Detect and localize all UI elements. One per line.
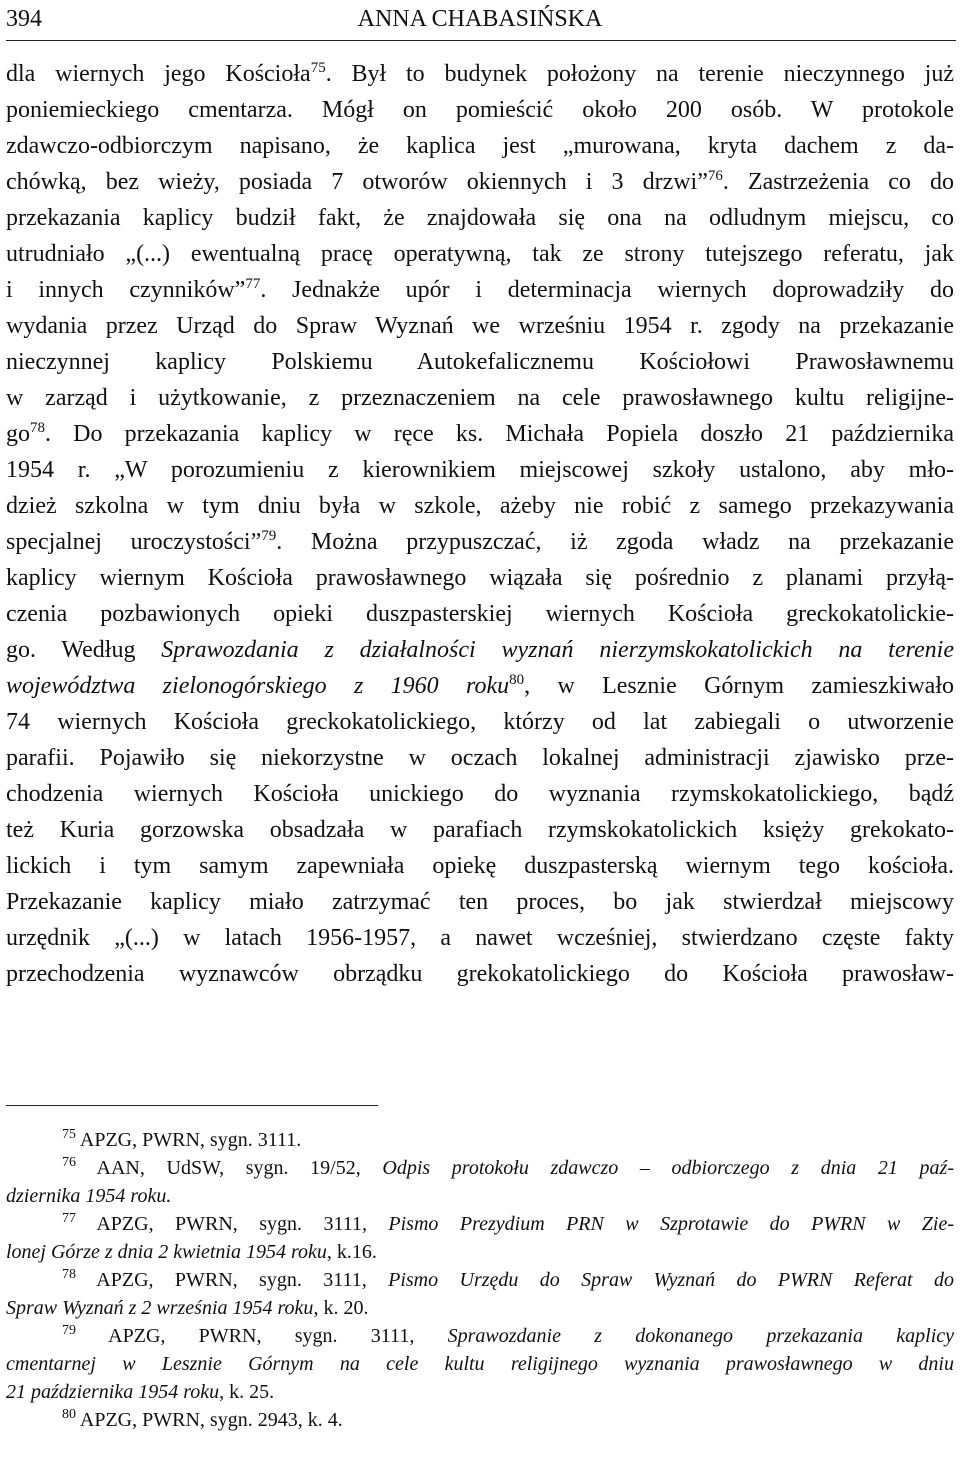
italic-title: województwa zielonogórskiego z 1960 roku [6,673,510,699]
text-line: go. Według Sprawozdania z działalności wyznań nierzymskokatolickich na terenie [6,637,954,663]
text-line: utrudniało „(...) ewentualną pracę operatywną, tak ze strony tutejszego referatu, jak [6,241,954,267]
page-number: 394 [6,6,42,32]
text-line: lickich i tym samym zapewniała opiekę duszpasterską wiernym tego kościoła. [6,853,954,879]
footnote-ref[interactable]: 79 [261,528,277,544]
text-line: przekazania kaplicy budził fakt, że znajdowała się ona na odludnym miejscu, co [6,205,954,231]
footnotes [6,1126,954,1434]
text-line: 74 wiernych Kościoła greckokatolickiego, którzy od lat zabiegali o utworzenie [6,709,954,735]
footnote-76: $^{76}$ AAN, UdSW, sygn. 19/52, Odpis protokołu zdawczo – odbiorczego z dnia 21 paź- [62,1155,954,1179]
footnote-79-cont2: 21 października 1954 roku, k. 25. [6,1381,275,1403]
text-line: przechodzenia wyznawców obrządku grekokatolickiego do Kościoła prawosław- [6,961,954,987]
footnote-79-cont: cmentarnej w Lesznie Górnym na cele kultu religijnego wyznania prawosławnego w dniu [6,1353,954,1375]
italic-title: Sprawozdania z działalności wyznań nierzymskokatolickich na terenie [161,637,954,663]
text-line: poniemieckiego cmentarza. Mógł on pomieścić około 200 osób. W protokole [6,97,954,123]
text-line: chodzenia wiernych Kościoła unickiego do wyznania rzymskokatolickiego, bądź [6,781,954,807]
footnote-77: $^{77}$ APZG, PWRN, sygn. 3111, Pismo Prezydium PRN w Szprotawie do PWRN w Zie- [62,1211,954,1235]
text-line: urzędnik „(...) w latach 1956-1957, a nawet wcześniej, stwierdzano częste fakty [6,925,954,951]
footnote-78: $^{78}$ APZG, PWRN, sygn. 3111, Pismo Urzędu do Spraw Wyznań do PWRN Referat do [62,1267,954,1291]
body-text [6,56,954,992]
text-line: czenia pozbawionych opieki duszpasterskiej wiernych Kościoła greckokatolickie- [6,601,954,627]
text-line: w zarząd i użytkowanie, z przeznaczeniem na cele prawosławnego kultu religijne- [6,385,954,411]
header-rule [6,40,956,41]
text-line: specjalnej uroczystości”$^{79}$. Można przypuszczać, iż zgoda władz na przekazanie [6,528,954,555]
running-header [6,4,954,34]
text-line: dzież szkolna w tym dniu była w szkole, ażeby nie robić z samego przekazywania [6,493,954,519]
footnote-ref[interactable]: 77 [245,276,261,292]
footnote-79: $^{79}$ APZG, PWRN, sygn. 3111, Sprawozdanie z dokonanego przekazania kaplicy [62,1323,955,1347]
text-line: wydania przez Urząd do Spraw Wyznań we wrześniu 1954 r. zgody na przekazanie [6,313,954,339]
text-line: Przekazanie kaplicy miało zatrzymać ten proces, bo jak stwierdzał miejscowy [6,889,954,915]
footnote-78-cont: Spraw Wyznań z 2 września 1954 roku, k. 20. [6,1297,369,1319]
text-line: parafii. Pojawiło się niekorzystne w oczach lokalnej administracji zjawisko prze- [6,745,954,771]
footnote-75: $^{75}$ APZG, PWRN, sygn. 3111. [62,1127,302,1151]
footnote-ref[interactable]: 76 [707,168,723,184]
footnote-77-cont: lonej Górze z dnia 2 kwietnia 1954 roku, k.16. [6,1241,377,1263]
text-line: nieczynnej kaplicy Polskiemu Autokefalicznemu Kościołowi Prawosławnemu [6,349,954,375]
text-line: województwa zielonogórskiego z 1960 roku$^{80}$, w Lesznie Górnym zamieszkiwało [6,672,954,699]
text-line: chówką, bez wieży, posiada 7 otworów okiennych i 3 drzwi”$^{76}$. Zastrzeżenia co do [6,168,954,195]
text-line: 1954 r. „W porozumieniu z kierownikiem miejscowej szkoły ustalono, aby mło- [6,457,954,483]
text-line: zdawczo-odbiorczym napisano, że kaplica jest „murowana, kryta dachem z da- [6,133,954,159]
footnote-76-cont: dziernika 1954 roku. [6,1185,172,1207]
text-line: też Kuria gorzowska obsadzała w parafiach rzymskokatolickich księży grekokato- [6,817,954,843]
footnote-80: $^{80}$ APZG, PWRN, sygn. 2943, k. 4. [62,1407,343,1431]
running-head-author: ANNA CHABASIŃSKA [357,6,603,32]
footnote-separator [6,1105,378,1106]
text-line: i innych czynników”$^{77}$. Jednakże upór i determinacja wiernych doprowadziły do [6,276,955,303]
text-line: dla wiernych jego Kościoła$^{75}$. Był to budynek położony na terenie nieczynnego już [6,60,955,87]
footnote-ref[interactable]: 80 [509,672,525,688]
footnote-ref[interactable]: 78 [30,420,45,436]
footnote-ref[interactable]: 75 [310,60,326,76]
text-line: $go^{78}$. Do przekazania kaplicy w ręce ks. Michała Popiela doszło 21 października [6,420,954,447]
text-line: kaplicy wiernym Kościoła prawosławnego wiązała się pośrednio z planami przyłą- [6,565,954,591]
